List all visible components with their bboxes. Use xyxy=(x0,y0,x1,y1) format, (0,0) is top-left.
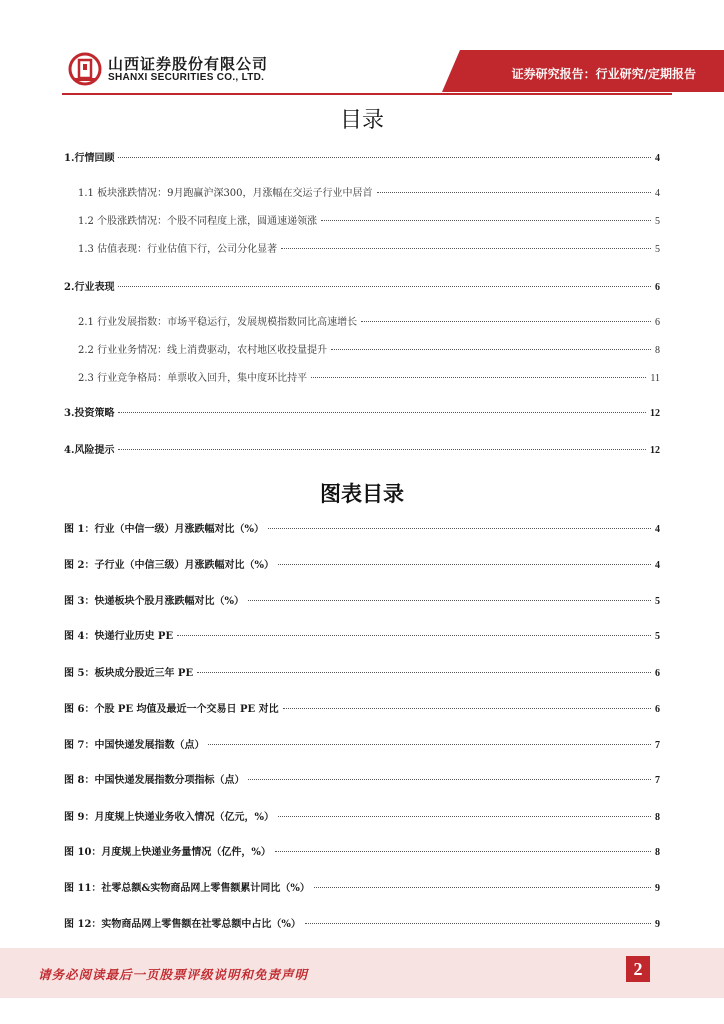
figure-entry-label: 图 9：月度规上快递业务收入情况（亿元，%） xyxy=(64,812,274,823)
toc-entry-label: 1.行情回顾 xyxy=(64,153,115,164)
report-type-label: 证券研究报告：行业研究/定期报告 xyxy=(511,67,696,81)
figure-entry[interactable] xyxy=(64,558,660,574)
toc-entry[interactable] xyxy=(78,315,660,331)
toc-entry-page: 8 xyxy=(655,345,660,356)
figure-entry[interactable] xyxy=(64,738,660,754)
figure-entry[interactable] xyxy=(64,917,660,933)
figure-entry-page: 8 xyxy=(655,847,660,858)
dot-leader xyxy=(275,851,651,852)
toc-entry-label: 2.行业表现 xyxy=(64,282,115,293)
company-name-cn: 山西证券股份有限公司 xyxy=(108,55,269,73)
toc-entry-page: 5 xyxy=(655,216,660,227)
figure-entry-page: 6 xyxy=(655,668,660,679)
toc-entry[interactable] xyxy=(64,406,660,422)
figure-entry-label: 图 5：板块成分股近三年 PE xyxy=(64,668,194,679)
company-logo-icon xyxy=(68,52,102,86)
page-header xyxy=(0,0,724,100)
figures-title: 图表目录 xyxy=(320,482,404,506)
figure-entry[interactable] xyxy=(64,666,660,682)
figure-entry-page: 7 xyxy=(655,775,660,786)
dot-leader xyxy=(305,923,651,924)
figure-entry-page: 8 xyxy=(655,812,660,823)
figure-entry[interactable] xyxy=(64,845,660,861)
figure-entry-page: 7 xyxy=(655,740,660,751)
toc-entry[interactable] xyxy=(78,186,660,202)
toc-entry-label: 2.1 行业发展指数：市场平稳运行，发展规模指数同比高速增长 xyxy=(78,317,358,328)
figure-entry-page: 6 xyxy=(655,704,660,715)
toc-entry[interactable] xyxy=(64,443,660,459)
figure-entry[interactable] xyxy=(64,522,660,538)
dot-leader xyxy=(118,157,651,158)
dot-leader xyxy=(278,564,651,565)
figure-entry-label: 图 1：行业（中信一级）月涨跌幅对比（%） xyxy=(64,524,264,535)
disclaimer-notice: 请务必阅读最后一页股票评级说明和免责声明 xyxy=(38,967,309,982)
toc-entry-label: 4.风险提示 xyxy=(64,445,115,456)
figure-entry-label: 图 11：社零总额&实物商品网上零售额累计同比（%） xyxy=(64,883,310,894)
figure-entry[interactable] xyxy=(64,594,660,610)
dot-leader xyxy=(377,192,651,193)
dot-leader xyxy=(248,779,651,780)
figure-entry[interactable] xyxy=(64,629,660,645)
toc-entry-page: 12 xyxy=(650,408,660,419)
figure-entry-label: 图 4：快递行业历史 PE xyxy=(64,631,174,642)
dot-leader xyxy=(278,816,651,817)
page-number: 2 xyxy=(626,956,650,982)
header-divider xyxy=(62,93,672,95)
figure-entry-label: 图 3：快递板块个股月涨跌幅对比（%） xyxy=(64,596,244,607)
toc-entry-page: 6 xyxy=(655,282,660,293)
dot-leader xyxy=(314,887,651,888)
figure-entry[interactable] xyxy=(64,702,660,718)
toc-entry-label: 1.3 估值表现：行业估值下行，公司分化显著 xyxy=(78,244,278,255)
toc-entry[interactable] xyxy=(78,343,660,359)
toc-entry-page: 12 xyxy=(650,445,660,456)
toc-entry-page: 4 xyxy=(655,153,660,164)
dot-leader xyxy=(248,600,651,601)
figure-entry[interactable] xyxy=(64,773,660,789)
dot-leader xyxy=(197,672,651,673)
figure-entry-page: 9 xyxy=(655,883,660,894)
toc-entry[interactable] xyxy=(78,214,660,230)
dot-leader xyxy=(208,744,651,745)
toc-entry[interactable] xyxy=(78,371,660,387)
figure-entry-page: 4 xyxy=(655,524,660,535)
dot-leader xyxy=(118,449,646,450)
figure-entry-label: 图 6：个股 PE 均值及最近一个交易日 PE 对比 xyxy=(64,704,279,715)
dot-leader xyxy=(118,412,646,413)
company-name-en: SHANXI SECURITIES CO., LTD. xyxy=(108,72,265,83)
figure-entry[interactable] xyxy=(64,810,660,826)
dot-leader xyxy=(281,248,651,249)
dot-leader xyxy=(118,286,651,287)
dot-leader xyxy=(268,528,651,529)
toc-entry-label: 1.1 板块涨跌情况：9月跑赢沪深300，月涨幅在交运子行业中居首 xyxy=(78,188,373,199)
figure-entry[interactable] xyxy=(64,881,660,897)
toc-title: 目录 xyxy=(339,108,384,133)
figure-entry-label: 图 10：月度规上快递业务量情况（亿件，%） xyxy=(64,847,271,858)
dot-leader xyxy=(331,349,651,350)
figure-entry-page: 5 xyxy=(655,596,660,607)
dot-leader xyxy=(283,708,651,709)
toc-entry-label: 3.投资策略 xyxy=(64,408,115,419)
toc-entry-label: 2.2 行业业务情况：线上消费驱动，农村地区收投量提升 xyxy=(78,345,328,356)
figure-entry-page: 5 xyxy=(655,631,660,642)
toc-entry-label: 2.3 行业竞争格局：单票收入回升，集中度环比持平 xyxy=(78,373,308,384)
dot-leader xyxy=(177,635,651,636)
toc-entry-page: 11 xyxy=(650,373,660,384)
toc-entry-page: 4 xyxy=(655,188,660,199)
toc-entry[interactable] xyxy=(64,280,660,296)
dot-leader xyxy=(311,377,646,378)
toc-entry[interactable] xyxy=(78,242,660,258)
dot-leader xyxy=(321,220,651,221)
toc-entry-label: 1.2 个股涨跌情况：个股不同程度上涨，圆通速递领涨 xyxy=(78,216,318,227)
toc-entry-page: 5 xyxy=(655,244,660,255)
figure-entry-label: 图 12：实物商品网上零售额在社零总额中占比（%） xyxy=(64,919,301,930)
figure-entry-page: 9 xyxy=(655,919,660,930)
toc-entry-page: 6 xyxy=(655,317,660,328)
figure-entry-page: 4 xyxy=(655,560,660,571)
figure-entry-label: 图 7：中国快递发展指数（点） xyxy=(64,740,205,751)
figure-entry-label: 图 8：中国快递发展指数分项指标（点） xyxy=(64,775,245,786)
toc-entry[interactable] xyxy=(64,151,660,167)
figure-entry-label: 图 2：子行业（中信三级）月涨跌幅对比（%） xyxy=(64,560,274,571)
dot-leader xyxy=(361,321,651,322)
